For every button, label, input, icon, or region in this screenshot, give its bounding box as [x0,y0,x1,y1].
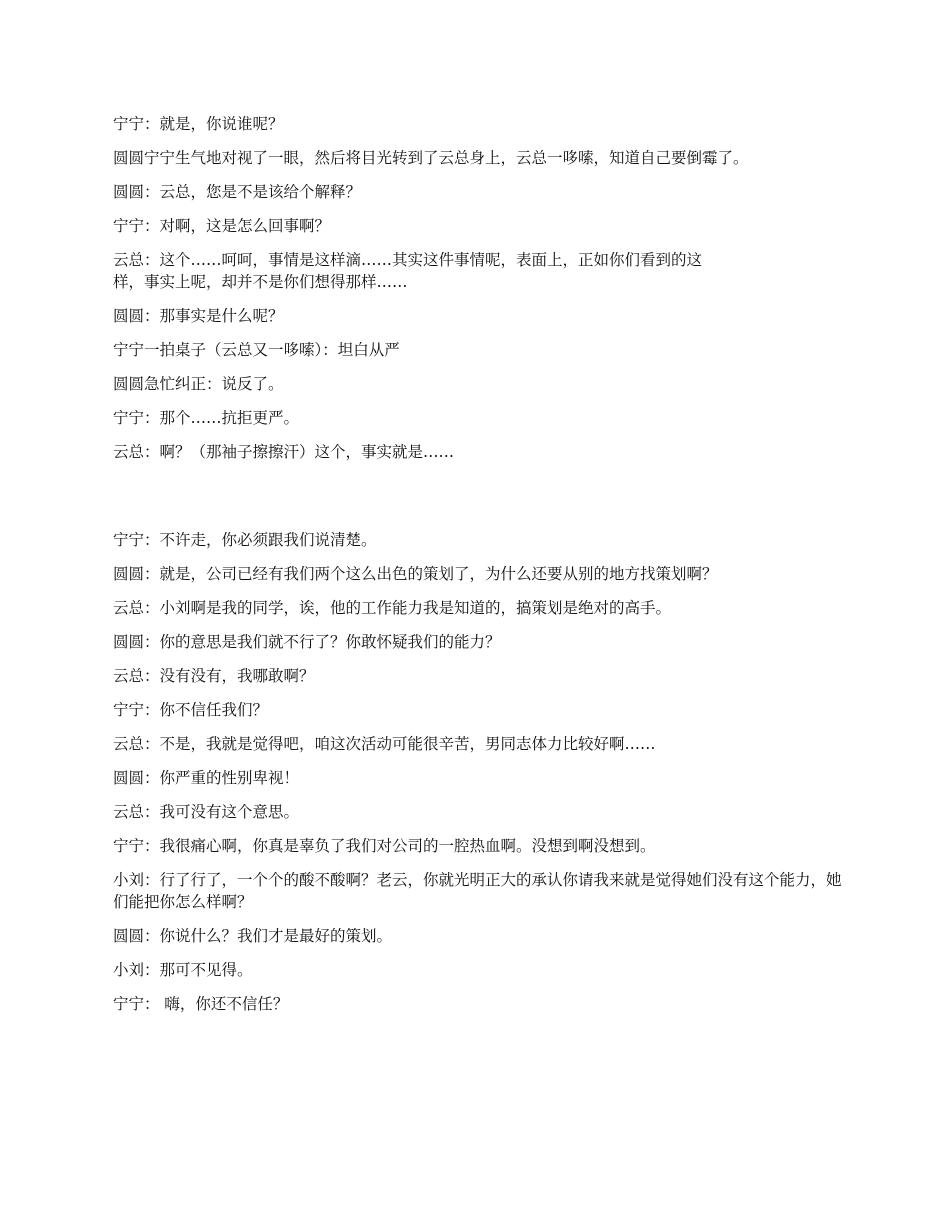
script-text [113,113,843,1027]
dialogue-line: 圆圆：那事实是什么呢？ [113,307,284,325]
dialogue-section-one [113,113,843,463]
dialogue-line: 宁宁：就是，你说谁呢？ [113,115,284,133]
dialogue-line: 小刘：那可不见得。 [113,961,253,979]
dialogue-line: 云总：我可没有这个意思。 [113,803,300,821]
dialogue-line: 圆圆：云总，您是不是该给个解释？ [113,183,362,201]
dialogue-line: 圆圆：你严重的性别卑视！ [113,769,300,787]
dialogue-line: 圆圆急忙纠正：说反了。 [113,375,284,393]
dialogue-line: 小刘：行了行了，一个个的酸不酸啊？老云，你就光明正大的承认你请我来就是觉得她们没有这个能力，她们能把你怎么样啊？ [113,871,842,911]
dialogue-line: 云总：没有没有，我哪敢啊？ [113,667,315,685]
dialogue-line: 圆圆：你的意思是我们就不行了？你敢怀疑我们的能力？ [113,633,501,651]
dialogue-line: 宁宁：我很痛心啊，你真是辜负了我们对公司的一腔热血啊。没想到啊没想到。 [113,837,656,855]
dialogue-line: 云总：啊？（那袖子擦擦汗）这个，事实就是…… [113,443,455,461]
dialogue-line: 宁宁：那个……抗拒更严。 [113,409,300,427]
dialogue-line: 云总：小刘啊是我的同学，诶，他的工作能力我是知道的，搞策划是绝对的高手。 [113,599,672,617]
dialogue-line: 云总：这个……呵呵，事情是这样滴……其实这件事情呢，表面上，正如你们看到的这 样，事实上呢，却并不是你们想得那样…… [113,251,703,291]
dialogue-line: 宁宁：对啊，这是怎么回事啊？ [113,217,331,235]
dialogue-line: 圆圆：就是，公司已经有我们两个这么出色的策划了，为什么还要从别的地方找策划啊？ [113,565,718,583]
dialogue-section-two [113,529,843,1015]
section-spacer [113,475,843,529]
dialogue-line: 宁宁： 嗨，你还不信任？ [113,995,289,1013]
dialogue-line: 圆圆：你说什么？我们才是最好的策划。 [113,927,393,945]
dialogue-line: 云总：不是，我就是觉得吧，咱这次活动可能很辛苦，男同志体力比较好啊…… [113,735,656,753]
dialogue-line: 圆圆宁宁生气地对视了一眼，然后将目光转到了云总身上，云总一哆嗦，知道自己要倒霉了。 [113,149,749,167]
dialogue-line: 宁宁：不许走，你必须跟我们说清楚。 [113,531,377,549]
dialogue-line: 宁宁：你不信任我们？ [113,701,269,719]
dialogue-line: 宁宁一拍桌子（云总又一哆嗦）：坦白从严 [113,341,400,359]
